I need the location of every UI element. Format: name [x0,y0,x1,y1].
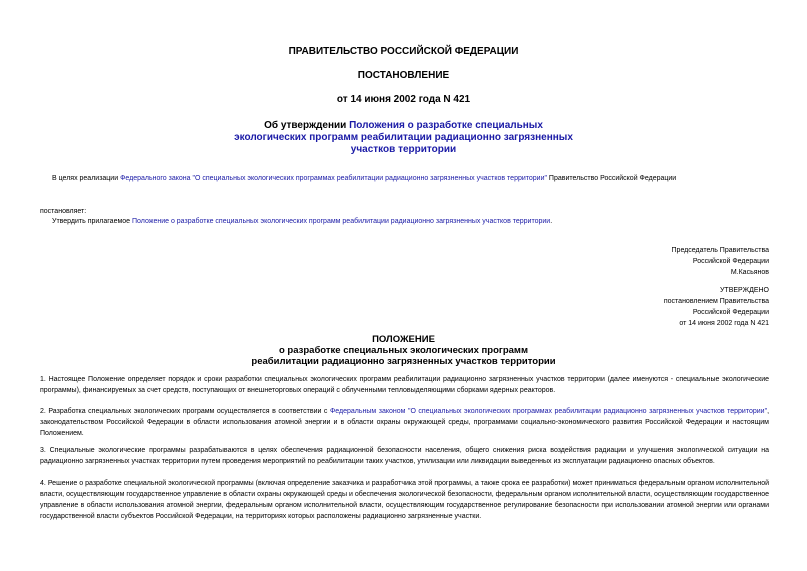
title-prefix: Об утверждении [264,120,350,131]
approved-line: постановлением Правительства [663,298,769,305]
government-heading: ПРАВИТЕЛЬСТВО РОССИЙСКОЙ ФЕДЕРАЦИИ [288,46,519,57]
paragraph-3: 3. Специальные экологические программы разрабатываются в целях обеспечения радиационной безопасности населения, общего снижения риска воздействия радиации и улучшения экологической ситуации на радиационно загрязненных участках территории путем проведения мероприятий по реабилитации таких участков, утилизации или ликвидации выведенных из эксплуатации радиационно опасных объектов. [40,447,769,465]
approved-block [664,285,769,329]
approved-line: Российской Федерации [692,309,769,316]
doc-type-heading: ПОСТАНОВЛЕНИЕ [357,70,450,81]
signature-block [672,245,769,278]
approved-date: от 14 июня 2002 года N 421 [679,320,769,327]
regulation-link[interactable]: Положение о разработке специальных экологических программ реабилитации радиационно загрязненных участков территории [132,218,551,225]
signature-line: Председатель Правительства [671,247,769,254]
approve-paragraph [52,216,772,227]
regulation-subtitle: реабилитации радиационно загрязненных участков территории [251,356,556,367]
paragraph-2 [40,406,769,439]
approve-text: Утвердить прилагаемое [52,218,133,225]
title-link-line3[interactable]: участков территории [350,144,457,155]
regulation-subtitle: о разработке специальных экологических программ [278,345,528,356]
date-number: от 14 июня 2002 года N 421 [336,94,471,105]
signature-line: Российской Федерации [692,258,769,265]
paragraph-2-text-end: , законодательством Российской Федерации в области использования атомной энергии и в области охраны окружающей среды, программами социально-экономического развития Российской Федерации и настоящим Положением. [40,408,770,437]
paragraph-1: 1. Настоящее Положение определяет порядок и сроки разработки специальных экологических программ реабилитации радиационно загрязненных участков территории (далее именуются - специальные экологические программы), финансируемых за счет средств, поступающих от внешнеторговых операций с облученными тепловыделяющими сборками ядерных реакторов. [40,376,769,394]
title-link-line2[interactable]: экологических программ реабилитации радиационно загрязненных [234,132,573,143]
signature-name: М.Касьянов [730,269,769,276]
regulation-title: ПОЛОЖЕНИЕ [372,334,435,345]
preamble-text: В целях реализации [52,175,121,182]
approve-text-end: . [550,218,553,225]
resolves-text: постановляет: [40,208,87,215]
paragraph-4: 4. Решение о разработке специальной экологической программы (включая определение заказчика и разработчика этой программы, а также срока ее разработки) может приниматься федеральным органом исполнительной власти, осуществляющим государственное управление в области охраны окружающей среды и обеспечения экологической безопасности, федеральным органом исполнительной власти, осуществляющим государственное управление в области использования атомной энергии, федеральным органом исполнительной власти, осуществляющим государственное регулирование безопасности при использовании атомной энергии или органами государственной власти субъектов Российской Федерации, на территориях которых расположены радиационно загрязненные участки. [40,480,769,520]
paragraph-2-text: 2. Разработка специальных экологических программ осуществляется в соответствии с [40,408,330,415]
approved-label: УТВЕРЖДЕНО [719,287,769,294]
preamble-text-end: Правительство Российской Федерации [546,175,677,182]
preamble [52,173,772,184]
regulation-heading [0,334,807,367]
federal-law-link[interactable]: Федерального закона "О специальных экологических программах реабилитации радиационно загрязненных участков территории" [120,175,547,182]
federal-law-link-2[interactable]: Федеральным законом "О специальных экологических программах реабилитации радиационно загрязненных участков территории" [329,408,768,415]
title-link-line1[interactable]: Положения о разработке специальных [349,120,543,131]
document-title [0,120,807,156]
